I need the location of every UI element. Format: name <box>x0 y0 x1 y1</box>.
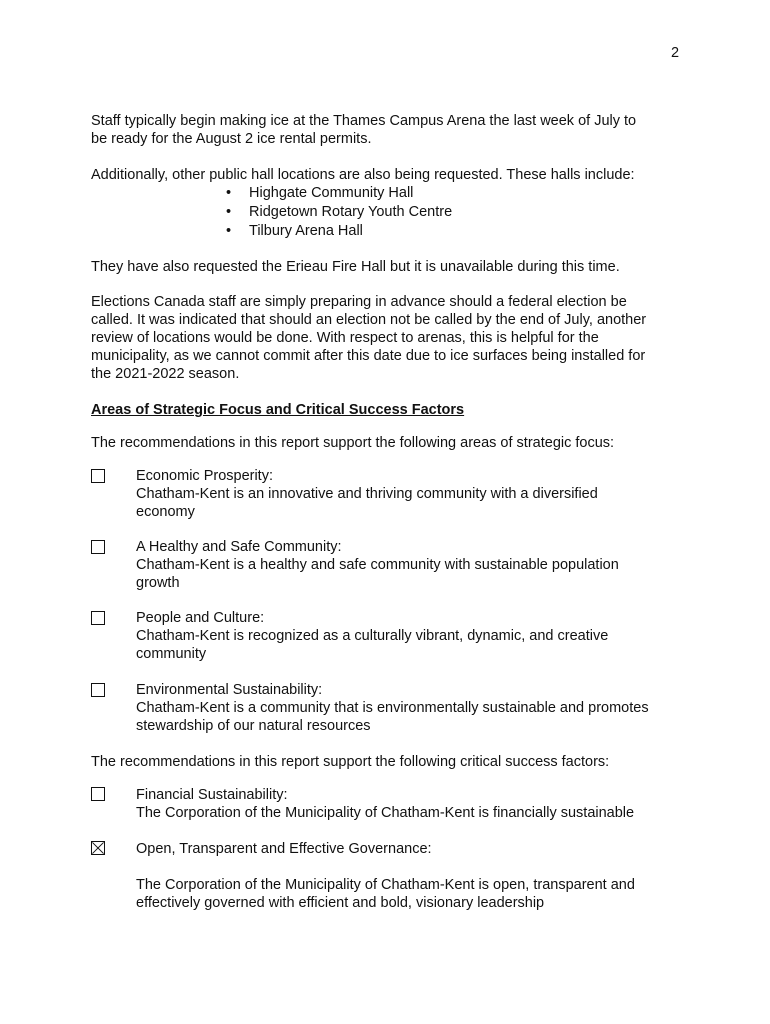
checkbox[interactable] <box>91 787 105 801</box>
focus-title: Economic Prosperity: <box>136 468 273 484</box>
factor-title: Financial Sustainability: <box>136 787 288 803</box>
factor-description: The Corporation of the Municipality of Chatham-Kent is financially sustainable <box>136 805 635 821</box>
paragraph-line: called. It was indicated that should an election not be called by the end of July, another <box>91 312 647 328</box>
focus-description: growth <box>136 575 180 591</box>
focus-description: Chatham-Kent is a healthy and safe community with sustainable population <box>136 557 619 573</box>
bullet-icon: • <box>226 223 232 239</box>
list-item <box>226 184 413 202</box>
checkmark-x-icon <box>92 842 104 854</box>
focus-description: Chatham-Kent is recognized as a culturally vibrant, dynamic, and creative <box>136 628 609 644</box>
page-number: 2 <box>671 45 680 61</box>
list-item-text: Highgate Community Hall <box>249 185 414 201</box>
paragraph-line: be ready for the August 2 ice rental permits. <box>91 131 372 147</box>
focus-description: stewardship of our natural resources <box>136 718 371 734</box>
factor-description: effectively governed with efficient and bold, visionary leadership <box>136 895 545 911</box>
list-item-text: Tilbury Arena Hall <box>249 223 363 239</box>
factor-description: The Corporation of the Municipality of Chatham-Kent is open, transparent and <box>136 877 635 893</box>
checkbox[interactable] <box>91 611 105 625</box>
focus-description: Chatham-Kent is a community that is environmentally sustainable and promotes <box>136 700 649 716</box>
paragraph-line: Elections Canada staff are simply preparing in advance should a federal election be <box>91 294 627 310</box>
factor-title: Open, Transparent and Effective Governance: <box>136 841 432 857</box>
focus-title: People and Culture: <box>136 610 265 626</box>
checkbox[interactable] <box>91 540 105 554</box>
focus-description: Chatham-Kent is an innovative and thriving community with a diversified <box>136 486 598 502</box>
paragraph-line: Staff typically begin making ice at the Thames Campus Arena the last week of July to <box>91 113 637 129</box>
checkbox[interactable] <box>91 683 105 697</box>
section-heading: Areas of Strategic Focus and Critical Success Factors <box>91 402 465 418</box>
bullet-icon: • <box>226 185 232 201</box>
list-item-text: Ridgetown Rotary Youth Centre <box>249 204 453 220</box>
paragraph-line: the 2021-2022 season. <box>91 366 240 382</box>
focus-description: community <box>136 646 207 662</box>
paragraph-line: municipality, as we cannot commit after this date due to ice surfaces being installed for <box>91 348 646 364</box>
focus-title: Environmental Sustainability: <box>136 682 323 698</box>
focus-description: economy <box>136 504 195 520</box>
paragraph-line: review of locations would be done. With respect to arenas, this is helpful for the <box>91 330 599 346</box>
list-item <box>226 203 452 221</box>
paragraph-line: Additionally, other public hall locations are also being requested. These halls include: <box>91 167 635 183</box>
checkbox[interactable] <box>91 469 105 483</box>
bullet-icon: • <box>226 204 232 220</box>
list-item <box>226 222 363 240</box>
focus-intro: The recommendations in this report support the following areas of strategic focus: <box>91 435 615 451</box>
paragraph-line: They have also requested the Erieau Fire Hall but it is unavailable during this time. <box>91 259 620 275</box>
checkbox-checked[interactable] <box>91 841 105 855</box>
focus-title: A Healthy and Safe Community: <box>136 539 342 555</box>
csf-intro: The recommendations in this report support the following critical success factors: <box>91 754 610 770</box>
